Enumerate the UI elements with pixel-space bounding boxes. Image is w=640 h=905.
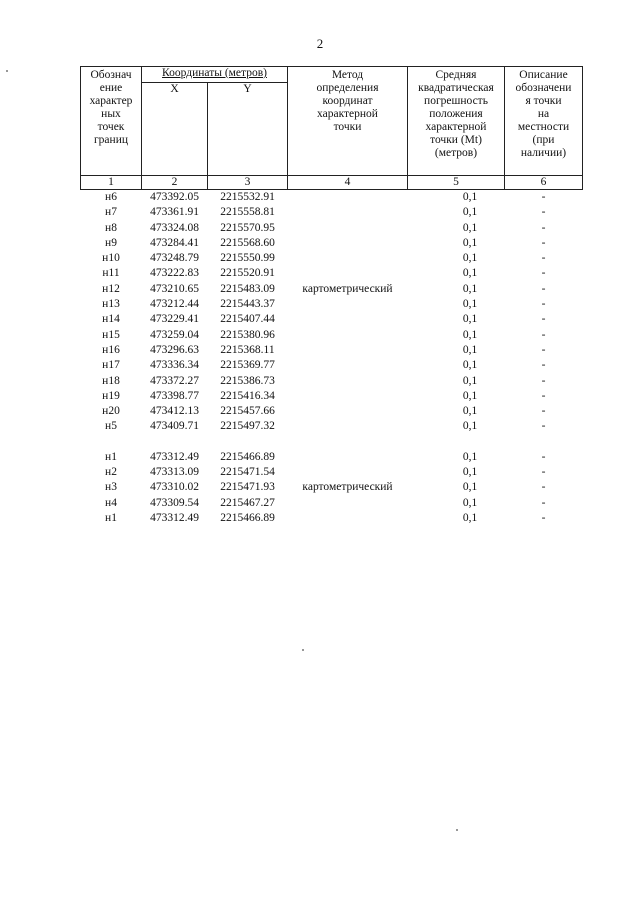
header-description: Описание обозначени я точки на местности (при наличии) [505,67,583,176]
x-cell: 473309.54 [150,496,199,509]
description-cell: - [541,481,546,494]
description-cell: - [541,359,546,372]
method-cell [288,374,408,389]
x-cell: 473361.91 [150,206,199,219]
accuracy-cell: 0,1 [462,313,478,326]
method-cell [288,266,408,281]
y-cell: 2215558.81 [220,206,275,219]
description-cell: - [541,511,546,524]
y-cell: 2215457.66 [220,405,275,418]
method-cell [288,358,408,373]
point-cell: н18 [102,374,120,387]
table-row [81,480,583,495]
table-row [81,236,583,251]
y-cell: 2215466.89 [220,511,275,524]
table-row [81,190,583,206]
header-y: Y [208,83,288,176]
accuracy-cell: 0,1 [462,481,478,494]
accuracy-cell: 0,1 [462,236,478,249]
accuracy-cell: 0,1 [462,298,478,311]
method-cell [288,343,408,358]
x-cell: 473296.63 [150,343,199,356]
header-method: Метод определения координат характерной точки [288,67,408,176]
table-row [81,297,583,312]
y-cell: 2215416.34 [220,389,275,402]
table-row [81,328,583,343]
scan-speck [6,70,8,72]
y-cell: 2215520.91 [220,267,275,280]
x-cell: 473310.02 [150,481,199,494]
accuracy-cell: 0,1 [462,359,478,372]
table-row [81,419,583,434]
description-cell: - [541,221,546,234]
description-cell: - [541,343,546,356]
method-cell [288,511,408,526]
description-cell: - [541,236,546,249]
table-row [81,511,583,526]
point-cell: н5 [105,420,117,433]
accuracy-cell: 0,1 [462,191,478,203]
table-row [81,374,583,389]
x-cell: 473409.71 [150,420,199,433]
y-cell: 2215407.44 [220,313,275,326]
point-cell: н6 [105,191,117,203]
y-cell: 2215467.27 [220,496,275,509]
x-cell: 473336.34 [150,359,199,372]
y-cell: 2215386.73 [220,374,275,387]
column-number: 6 [505,176,583,190]
y-cell: 2215369.77 [220,359,275,372]
header-x: X [142,83,208,176]
table-body [81,190,583,527]
point-cell: н16 [102,343,120,356]
method-cell [288,312,408,327]
description-cell: - [541,267,546,280]
point-cell: н20 [102,405,120,418]
description-cell: - [541,282,546,295]
column-number: 5 [408,176,505,190]
method-cell [288,297,408,312]
table-row [81,465,583,480]
x-cell: 473248.79 [150,252,199,265]
page-number: 2 [316,36,324,51]
description-cell: - [541,389,546,402]
method-cell [288,236,408,251]
x-cell: 473312.49 [150,450,199,463]
x-cell: 473312.49 [150,511,199,524]
header-point-designation: Обознач ение характер ных точек границ [81,67,142,176]
accuracy-cell: 0,1 [462,328,478,341]
table-row [81,282,583,297]
y-cell: 2215471.54 [220,466,275,479]
point-cell: н8 [105,221,117,234]
table-row [81,389,583,404]
column-number: 2 [142,176,208,190]
scan-speck [456,829,458,831]
description-cell: - [541,206,546,219]
description-cell: - [541,496,546,509]
description-cell: - [541,374,546,387]
point-cell: н9 [105,236,117,249]
scan-speck [302,649,304,651]
x-cell: 473313.09 [150,466,199,479]
column-numbers-row [81,176,583,190]
y-cell: 2215497.32 [220,420,275,433]
point-cell: н7 [105,206,117,219]
table-row [81,221,583,236]
method-cell [288,465,408,480]
accuracy-cell: 0,1 [462,420,478,433]
accuracy-cell: 0,1 [462,343,478,356]
table-row [81,205,583,220]
header-accuracy: Средняя квадратическая погрешность положения характерной точки (Mt) (метров) [408,67,505,176]
method-cell [288,496,408,511]
y-cell: 2215570.95 [220,221,275,234]
x-cell: 473210.65 [150,282,199,295]
point-cell: н13 [102,298,120,311]
method-cell [288,404,408,419]
coordinates-table [80,66,583,526]
method-cell [288,251,408,266]
method-cell [288,419,408,434]
accuracy-cell: 0,1 [462,206,478,219]
point-cell: н4 [105,496,117,509]
x-cell: 473324.08 [150,221,199,234]
x-cell: 473392.05 [150,191,199,203]
accuracy-cell: 0,1 [462,450,478,463]
column-number: 1 [81,176,142,190]
point-cell: н15 [102,328,120,341]
x-cell: 473259.04 [150,328,199,341]
group-spacer [81,435,583,450]
x-cell: 473222.83 [150,267,199,280]
table-row [81,312,583,327]
y-cell: 2215550.99 [220,252,275,265]
column-number: 4 [288,176,408,190]
point-cell: н11 [102,267,120,280]
x-cell: 473412.13 [150,405,199,418]
point-cell: н10 [102,252,120,265]
point-cell: н12 [102,282,120,295]
y-cell: 2215483.09 [220,282,275,295]
point-cell: н17 [102,359,120,372]
method-cell: картометрический [302,282,393,295]
y-cell: 2215532.91 [220,191,275,203]
x-cell: 473372.27 [150,374,199,387]
table-row [81,251,583,266]
accuracy-cell: 0,1 [462,389,478,402]
point-cell: н1 [105,511,117,524]
x-cell: 473212.44 [150,298,199,311]
description-cell: - [541,450,546,463]
table-row [81,343,583,358]
point-cell: н19 [102,389,120,402]
accuracy-cell: 0,1 [462,267,478,280]
description-cell: - [541,328,546,341]
point-cell: н3 [105,481,117,494]
y-cell: 2215443.37 [220,298,275,311]
accuracy-cell: 0,1 [462,374,478,387]
y-cell: 2215568.60 [220,236,275,249]
accuracy-cell: 0,1 [462,221,478,234]
method-cell [288,389,408,404]
accuracy-cell: 0,1 [462,252,478,265]
accuracy-cell: 0,1 [462,282,478,295]
table-row [81,450,583,465]
accuracy-cell: 0,1 [462,466,478,479]
table-row [81,404,583,419]
y-cell: 2215466.89 [220,450,275,463]
y-cell: 2215380.96 [220,328,275,341]
x-cell: 473284.41 [150,236,199,249]
description-cell: - [541,252,546,265]
point-cell: н2 [105,466,117,479]
method-cell [288,221,408,236]
method-cell: картометрический [302,481,393,494]
point-cell: н1 [105,450,117,463]
accuracy-cell: 0,1 [462,496,478,509]
method-cell [288,205,408,220]
table-row [81,266,583,281]
y-cell: 2215368.11 [220,343,275,356]
description-cell: - [541,298,546,311]
description-cell: - [541,191,546,203]
column-number: 3 [208,176,288,190]
method-cell [288,328,408,343]
description-cell: - [541,466,546,479]
table-row [81,358,583,373]
y-cell: 2215471.93 [220,481,275,494]
x-cell: 473229.41 [150,313,199,326]
table-row [81,496,583,511]
header-coordinates: Координаты (метров) [142,67,288,83]
method-cell [288,450,408,465]
method-cell [288,190,408,206]
accuracy-cell: 0,1 [462,511,478,524]
description-cell: - [541,313,546,326]
description-cell: - [541,405,546,418]
point-cell: н14 [102,313,120,326]
x-cell: 473398.77 [150,389,199,402]
description-cell: - [541,420,546,433]
accuracy-cell: 0,1 [462,405,478,418]
